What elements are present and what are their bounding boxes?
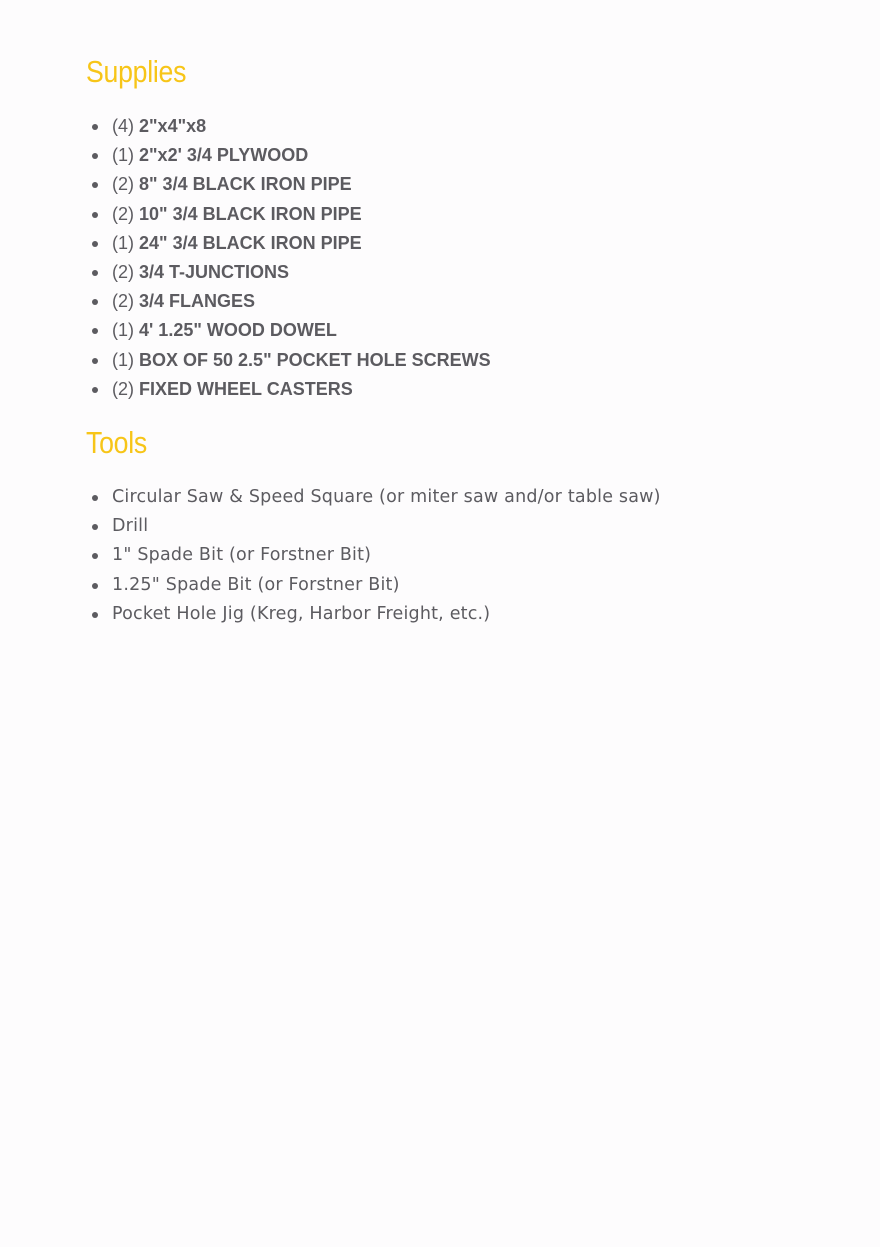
bullet-icon [92, 182, 98, 188]
list-item [90, 571, 661, 600]
list-item [90, 287, 491, 316]
item-quantity: (1) [112, 349, 134, 370]
bullet-icon [92, 387, 98, 393]
item-name: 3/4 T-JUNCTIONS [139, 261, 290, 282]
item-name: BOX OF 50 2.5" POCKET HOLE SCREWS [139, 349, 491, 370]
item-quantity: (2) [112, 261, 134, 282]
bullet-icon [92, 299, 98, 305]
item-name: FIXED WHEEL CASTERS [139, 378, 353, 399]
bullet-icon [92, 328, 98, 334]
item-quantity: (1) [112, 232, 134, 253]
supplies-heading: Supplies [86, 54, 187, 89]
bullet-icon [92, 583, 98, 589]
list-item [90, 483, 661, 512]
item-quantity: (2) [112, 291, 134, 312]
item-name: 24" 3/4 BLACK IRON PIPE [139, 232, 362, 253]
bullet-icon [92, 270, 98, 276]
tool-name: Circular Saw & Speed Square (or miter saw and/or table saw) [112, 487, 661, 507]
item-name: 8" 3/4 BLACK IRON PIPE [139, 174, 352, 195]
list-item [90, 541, 661, 570]
item-quantity: (2) [112, 203, 134, 224]
list-item [90, 141, 491, 170]
tool-name: 1.25" Spade Bit (or Forstner Bit) [112, 574, 400, 595]
item-quantity: (2) [112, 174, 134, 195]
bullet-icon [92, 241, 98, 247]
tool-name: Pocket Hole Jig (Kreg, Harbor Freight, etc.) [112, 603, 491, 624]
list-item [90, 375, 491, 404]
item-quantity: (1) [112, 320, 134, 341]
list-item [90, 512, 661, 541]
list-item [90, 200, 491, 229]
bullet-icon [92, 358, 98, 364]
bullet-icon [92, 153, 98, 159]
list-item [90, 229, 491, 258]
list-item [90, 170, 491, 199]
supplies-list [90, 112, 491, 404]
list-item [90, 600, 661, 629]
item-quantity: (2) [112, 378, 134, 399]
item-quantity: (4) [112, 116, 134, 136]
list-item [90, 316, 491, 345]
bullet-icon [92, 124, 98, 130]
tool-name: 1" Spade Bit (or Forstner Bit) [112, 545, 372, 566]
bullet-icon [92, 495, 98, 501]
bullet-icon [92, 553, 98, 559]
item-name: 4' 1.25" WOOD DOWEL [139, 320, 337, 341]
list-item [90, 112, 491, 141]
item-quantity: (1) [112, 145, 134, 166]
bullet-icon [92, 612, 98, 618]
bullet-icon [92, 524, 98, 530]
list-item [90, 346, 491, 375]
list-item [90, 258, 491, 287]
item-name: 2"x2' 3/4 PLYWOOD [139, 145, 309, 166]
bullet-icon [92, 212, 98, 218]
tool-name: Drill [112, 516, 149, 537]
tools-heading: Tools [86, 425, 147, 460]
tools-list [90, 483, 661, 629]
item-name: 2"x4"x8 [139, 116, 207, 136]
item-name: 3/4 FLANGES [139, 291, 256, 312]
item-name: 10" 3/4 BLACK IRON PIPE [139, 203, 362, 224]
